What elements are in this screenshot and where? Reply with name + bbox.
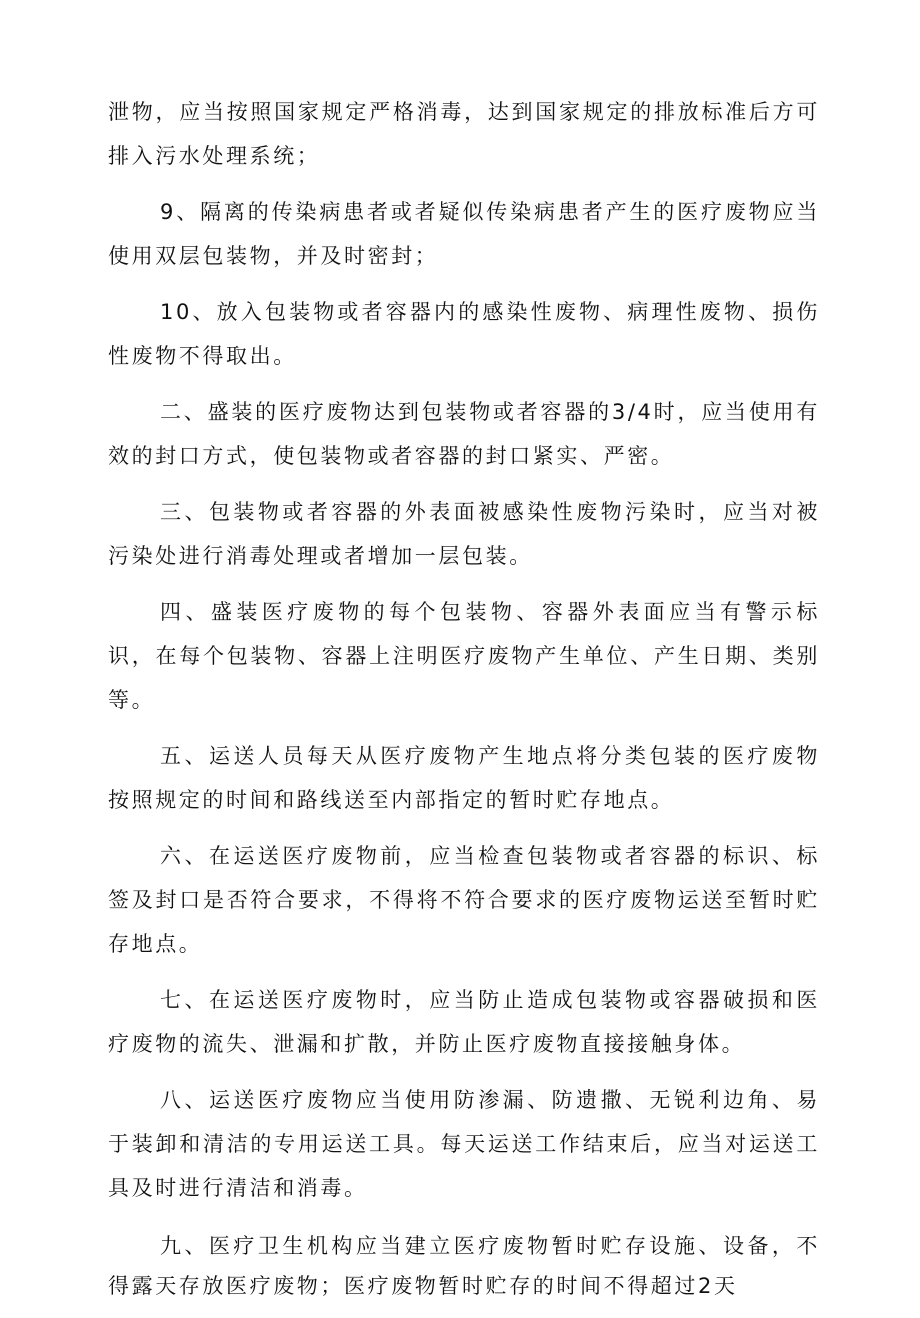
paragraph-section-9: 九、医疗卫生机构应当建立医疗废物暂时贮存设施、设备，不得露天存放医疗废物；医疗废物暂时贮存的时间不得超过2天 [108,1234,820,1298]
paragraph-section-8: 八、运送医疗废物应当使用防渗漏、防遗撒、无锐利边角、易于装卸和清洁的专用运送工具。每天运送工作结束后，应当对运送工具及时进行清洁和消毒。 [108,1088,820,1200]
paragraph-continuation: 泄物，应当按照国家规定严格消毒，达到国家规定的排放标准后方可排入污水处理系统； [108,100,820,168]
paragraph-section-7: 七、在运送医疗废物时，应当防止造成包装物或容器破损和医疗废物的流失、泄漏和扩散，并防止医疗废物直接接触身体。 [108,988,820,1056]
paragraph-section-5: 五、运送人员每天从医疗废物产生地点将分类包装的医疗废物按照规定的时间和路线送至内部指定的暂时贮存地点。 [108,744,820,812]
document-body [108,90,820,1318]
paragraph-section-4: 四、盛装医疗废物的每个包装物、容器外表面应当有警示标识，在每个包装物、容器上注明医疗废物产生单位、产生日期、类别等。 [108,600,820,712]
paragraph-item-10: 10、放入包装物或者容器内的感染性废物、病理性废物、损伤性废物不得取出。 [108,300,820,368]
paragraph-section-6: 六、在运送医疗废物前，应当检查包装物或者容器的标识、标签及封口是否符合要求，不得将不符合要求的医疗废物运送至暂时贮存地点。 [108,844,820,956]
paragraph-item-9: 9、隔离的传染病患者或者疑似传染病患者产生的医疗废物应当使用双层包装物，并及时密封； [108,200,820,268]
paragraph-section-2: 二、盛装的医疗废物达到包装物或者容器的3/4时，应当使用有效的封口方式，使包装物或者容器的封口紧实、严密。 [108,400,820,468]
paragraph-section-3: 三、包装物或者容器的外表面被感染性废物污染时，应当对被污染处进行消毒处理或者增加一层包装。 [108,500,820,568]
